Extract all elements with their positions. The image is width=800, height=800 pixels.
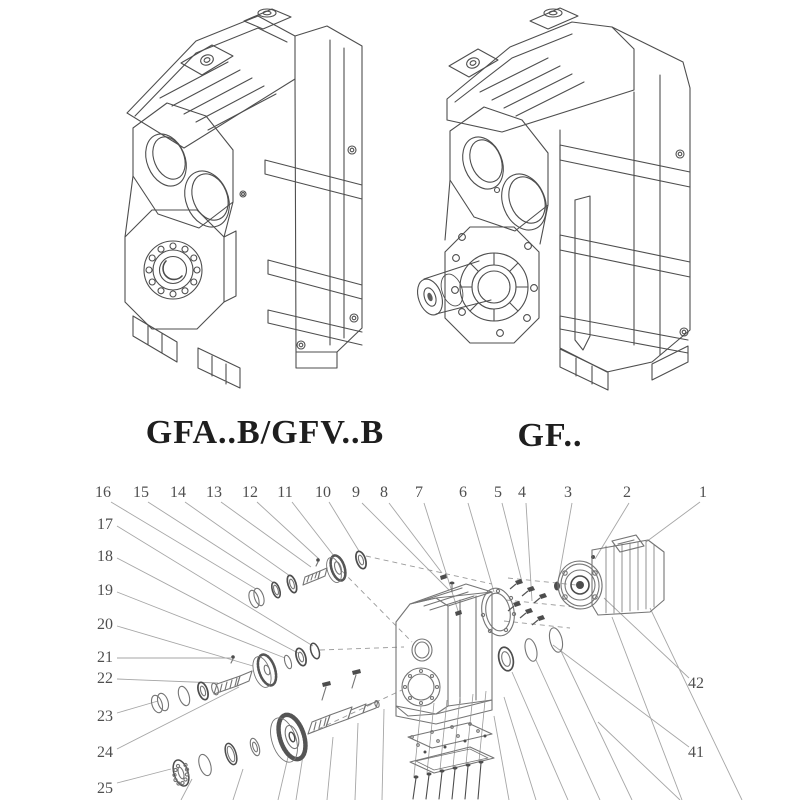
callout-14: 14 (170, 484, 186, 501)
callout-24: 24 (97, 744, 113, 761)
callout-13: 13 (206, 484, 222, 501)
model-label-gfab-gfvb: GFA..B/GFV..B (145, 414, 385, 451)
callout-20: 20 (97, 616, 113, 633)
callout-25: 25 (97, 780, 113, 797)
model-label-gf: GF.. (517, 417, 583, 454)
callout-10: 10 (315, 484, 331, 501)
callout-16: 16 (95, 484, 111, 501)
callout-9: 9 (352, 484, 360, 501)
pan-bolts (413, 760, 484, 799)
callout-21: 21 (97, 649, 113, 666)
callout-3: 3 (564, 484, 572, 501)
callout-42: 42 (688, 675, 704, 692)
callout-12: 12 (242, 484, 258, 501)
callout-22: 22 (97, 670, 113, 687)
callout-6: 6 (459, 484, 467, 501)
column-straps (560, 145, 690, 353)
callout-19: 19 (97, 582, 113, 599)
callout-11: 11 (277, 484, 293, 501)
callouts (95, 484, 707, 797)
motor-fins (606, 541, 654, 613)
roof-ribs (480, 58, 584, 116)
callout-2: 2 (623, 484, 631, 501)
callout-4: 4 (518, 484, 526, 501)
intermediate-shaft-parts-chain (149, 642, 321, 714)
callout-1: 1 (699, 484, 707, 501)
bore-bolt-holes (404, 670, 439, 705)
assembly-axis-lines (310, 556, 576, 733)
column-straps (265, 160, 362, 345)
callout-23: 23 (97, 708, 113, 725)
callout-17: 17 (97, 516, 113, 533)
bearing-balls (146, 243, 200, 297)
flange-spokes (460, 253, 528, 321)
output-shaft-parts-chain (170, 669, 380, 788)
exploded-diagram (95, 484, 742, 800)
adapter-flange-ring (478, 586, 518, 639)
round-nut (554, 582, 560, 591)
gearbox-drawing-right (413, 8, 690, 390)
callout-7: 7 (415, 484, 423, 501)
callout-8: 8 (380, 484, 388, 501)
gear-housing (396, 574, 492, 724)
callout-18: 18 (97, 548, 113, 565)
bearing-balls (173, 763, 189, 785)
callout-41: 41 (688, 744, 704, 761)
gearbox-drawing-left (125, 9, 362, 388)
callout-15: 15 (133, 484, 149, 501)
callout-5: 5 (494, 484, 502, 501)
gasket (408, 723, 492, 748)
